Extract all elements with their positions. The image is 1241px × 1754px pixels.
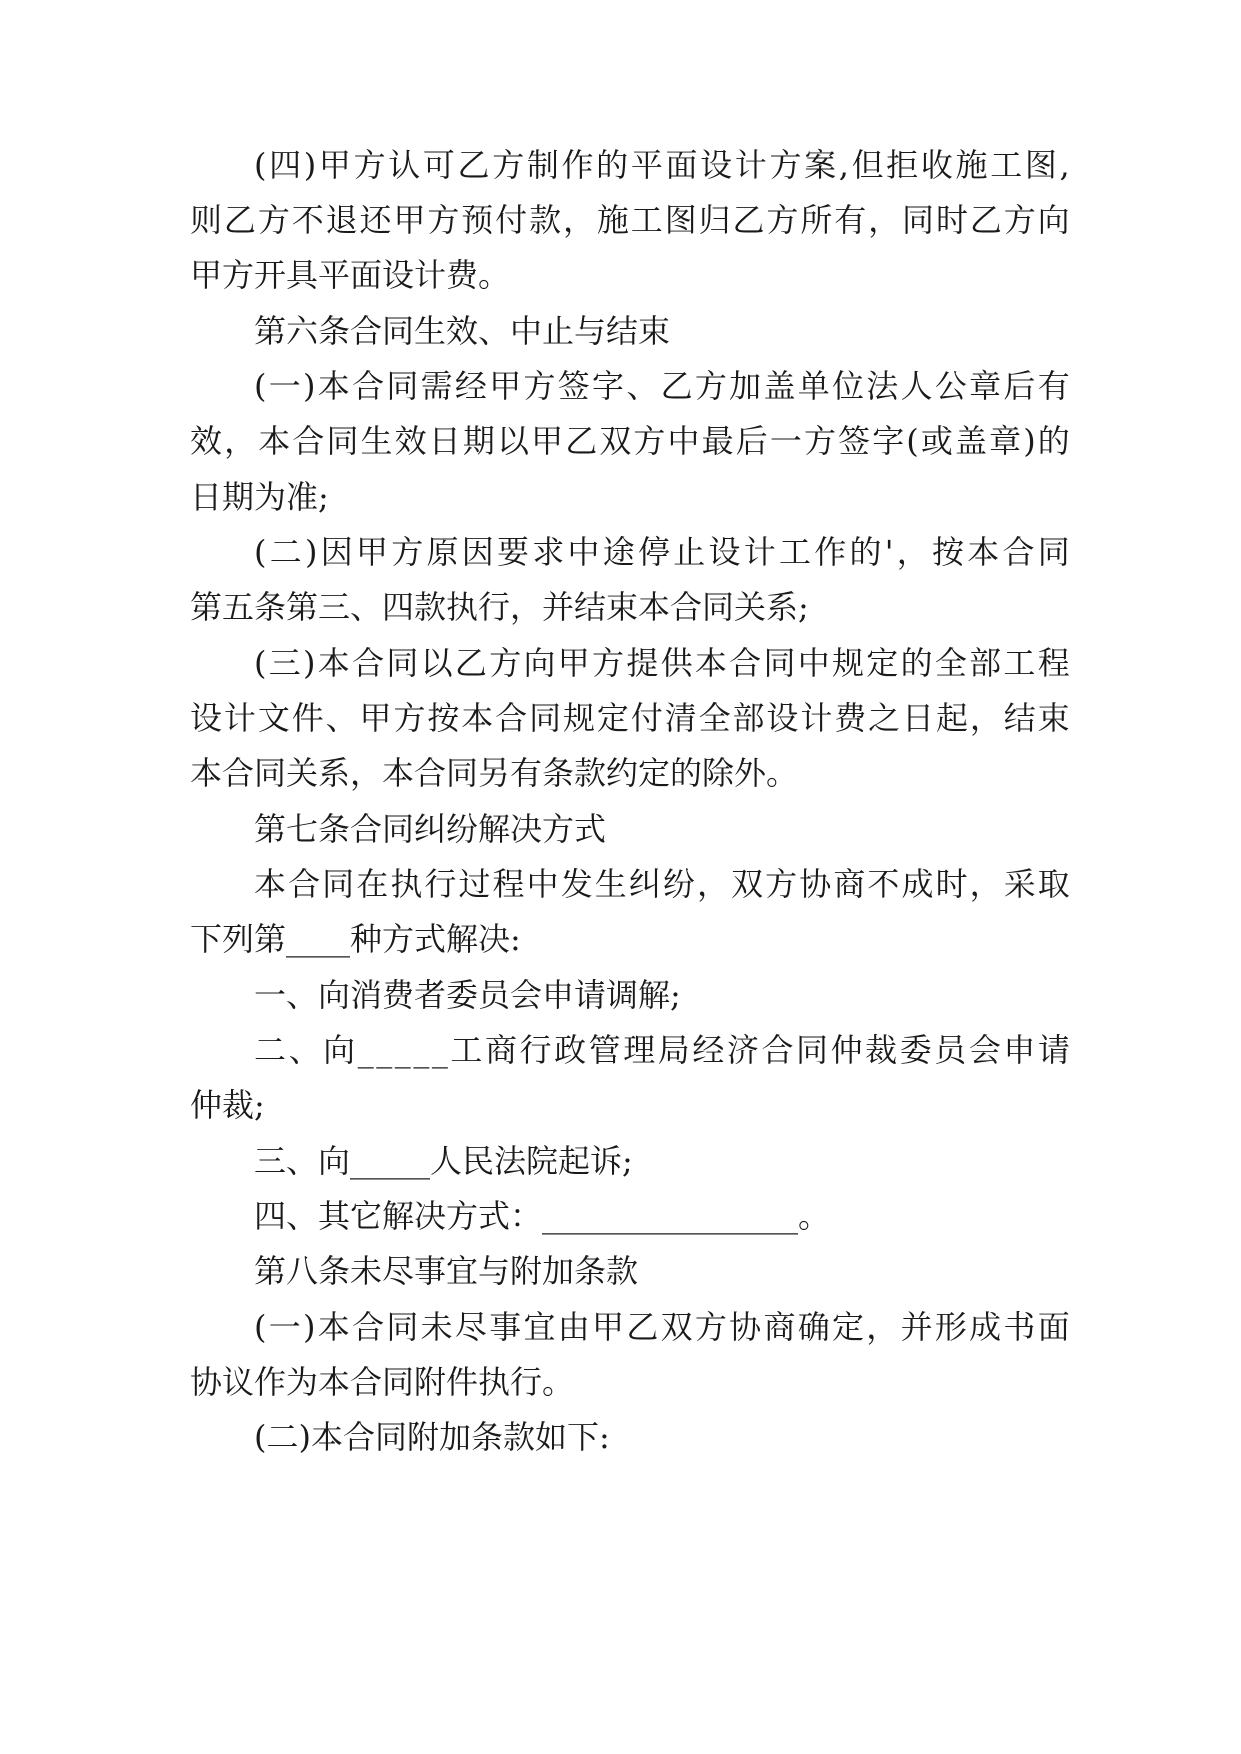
- paragraph-line: 协议作为本合同附件执行。: [190, 1363, 575, 1401]
- paragraph-line: 仲裁;: [190, 1086, 265, 1124]
- paragraph-line: ( 二 ) 因 甲 方 原 因 要 求 中 途 停 止 设 计 工 作 的 ' ， 按 本 合 同: [254, 533, 1070, 571]
- list-item: 二 、 向 _ _ _ _ _ 工 商 行 政 管 理 局 经 济 合 同 仲 裁 委 员 会 申 请: [254, 1031, 1070, 1069]
- paragraph-line: 甲方开具平面设计费。: [190, 256, 511, 294]
- section-heading: 第八条未尽事宜与附加条款: [254, 1252, 639, 1290]
- paragraph-line: 则 乙 方 不 退 还 甲 方 预 付 款 ， 施 工 图 归 乙 方 所 有 ， 同 时 乙 方 向: [190, 201, 1070, 239]
- paragraph-line: ( 四 ) 甲 方 认 可 乙 方 制 作 的 平 面 设 计 方 案 , 但 拒 收 施 工 图 ,: [254, 146, 1070, 184]
- section-heading: 第六条合同生效、中止与结束: [254, 312, 671, 350]
- list-item: 一、向消费者委员会申请调解;: [254, 976, 681, 1014]
- paragraph-line: 本合同关系，本合同另有条款约定的除外。: [190, 754, 799, 792]
- paragraph-line: 本 合 同 在 执 行 过 程 中 发 生 纠 纷 ， 双 方 协 商 不 成 时 ， 采 取: [254, 865, 1070, 903]
- paragraph-line: 效 ， 本 合 同 生 效 日 期 以 甲 乙 双 方 中 最 后 一 方 签 字 ( 或 盖 章 ) 的: [190, 422, 1070, 460]
- paragraph-line: ( 一 ) 本 合 同 未 尽 事 宜 由 甲 乙 双 方 协 商 确 定 ， 并 形 成 书 面: [254, 1308, 1070, 1346]
- section-heading: 第七条合同纠纷解决方式: [254, 810, 607, 848]
- paragraph-line: 下列第____种方式解决:: [190, 920, 521, 958]
- paragraph-line: 第五条第三、四款执行，并结束本合同关系;: [190, 588, 809, 626]
- paragraph-line: 日期为准;: [190, 478, 329, 516]
- list-item: 四、其它解决方式：________________。: [254, 1197, 831, 1235]
- paragraph-line: (二)本合同附加条款如下:: [254, 1418, 610, 1456]
- list-item: 三、向_____人民法院起诉;: [254, 1142, 633, 1180]
- paragraph-line: 设 计 文 件 、 甲 方 按 本 合 同 规 定 付 清 全 部 设 计 费 之 日 起 ， 结 束: [190, 699, 1070, 737]
- paragraph-line: ( 一 ) 本 合 同 需 经 甲 方 签 字 、 乙 方 加 盖 单 位 法 人 公 章 后 有: [254, 367, 1070, 405]
- paragraph-line: ( 三 ) 本 合 同 以 乙 方 向 甲 方 提 供 本 合 同 中 规 定 的 全 部 工 程: [254, 644, 1070, 682]
